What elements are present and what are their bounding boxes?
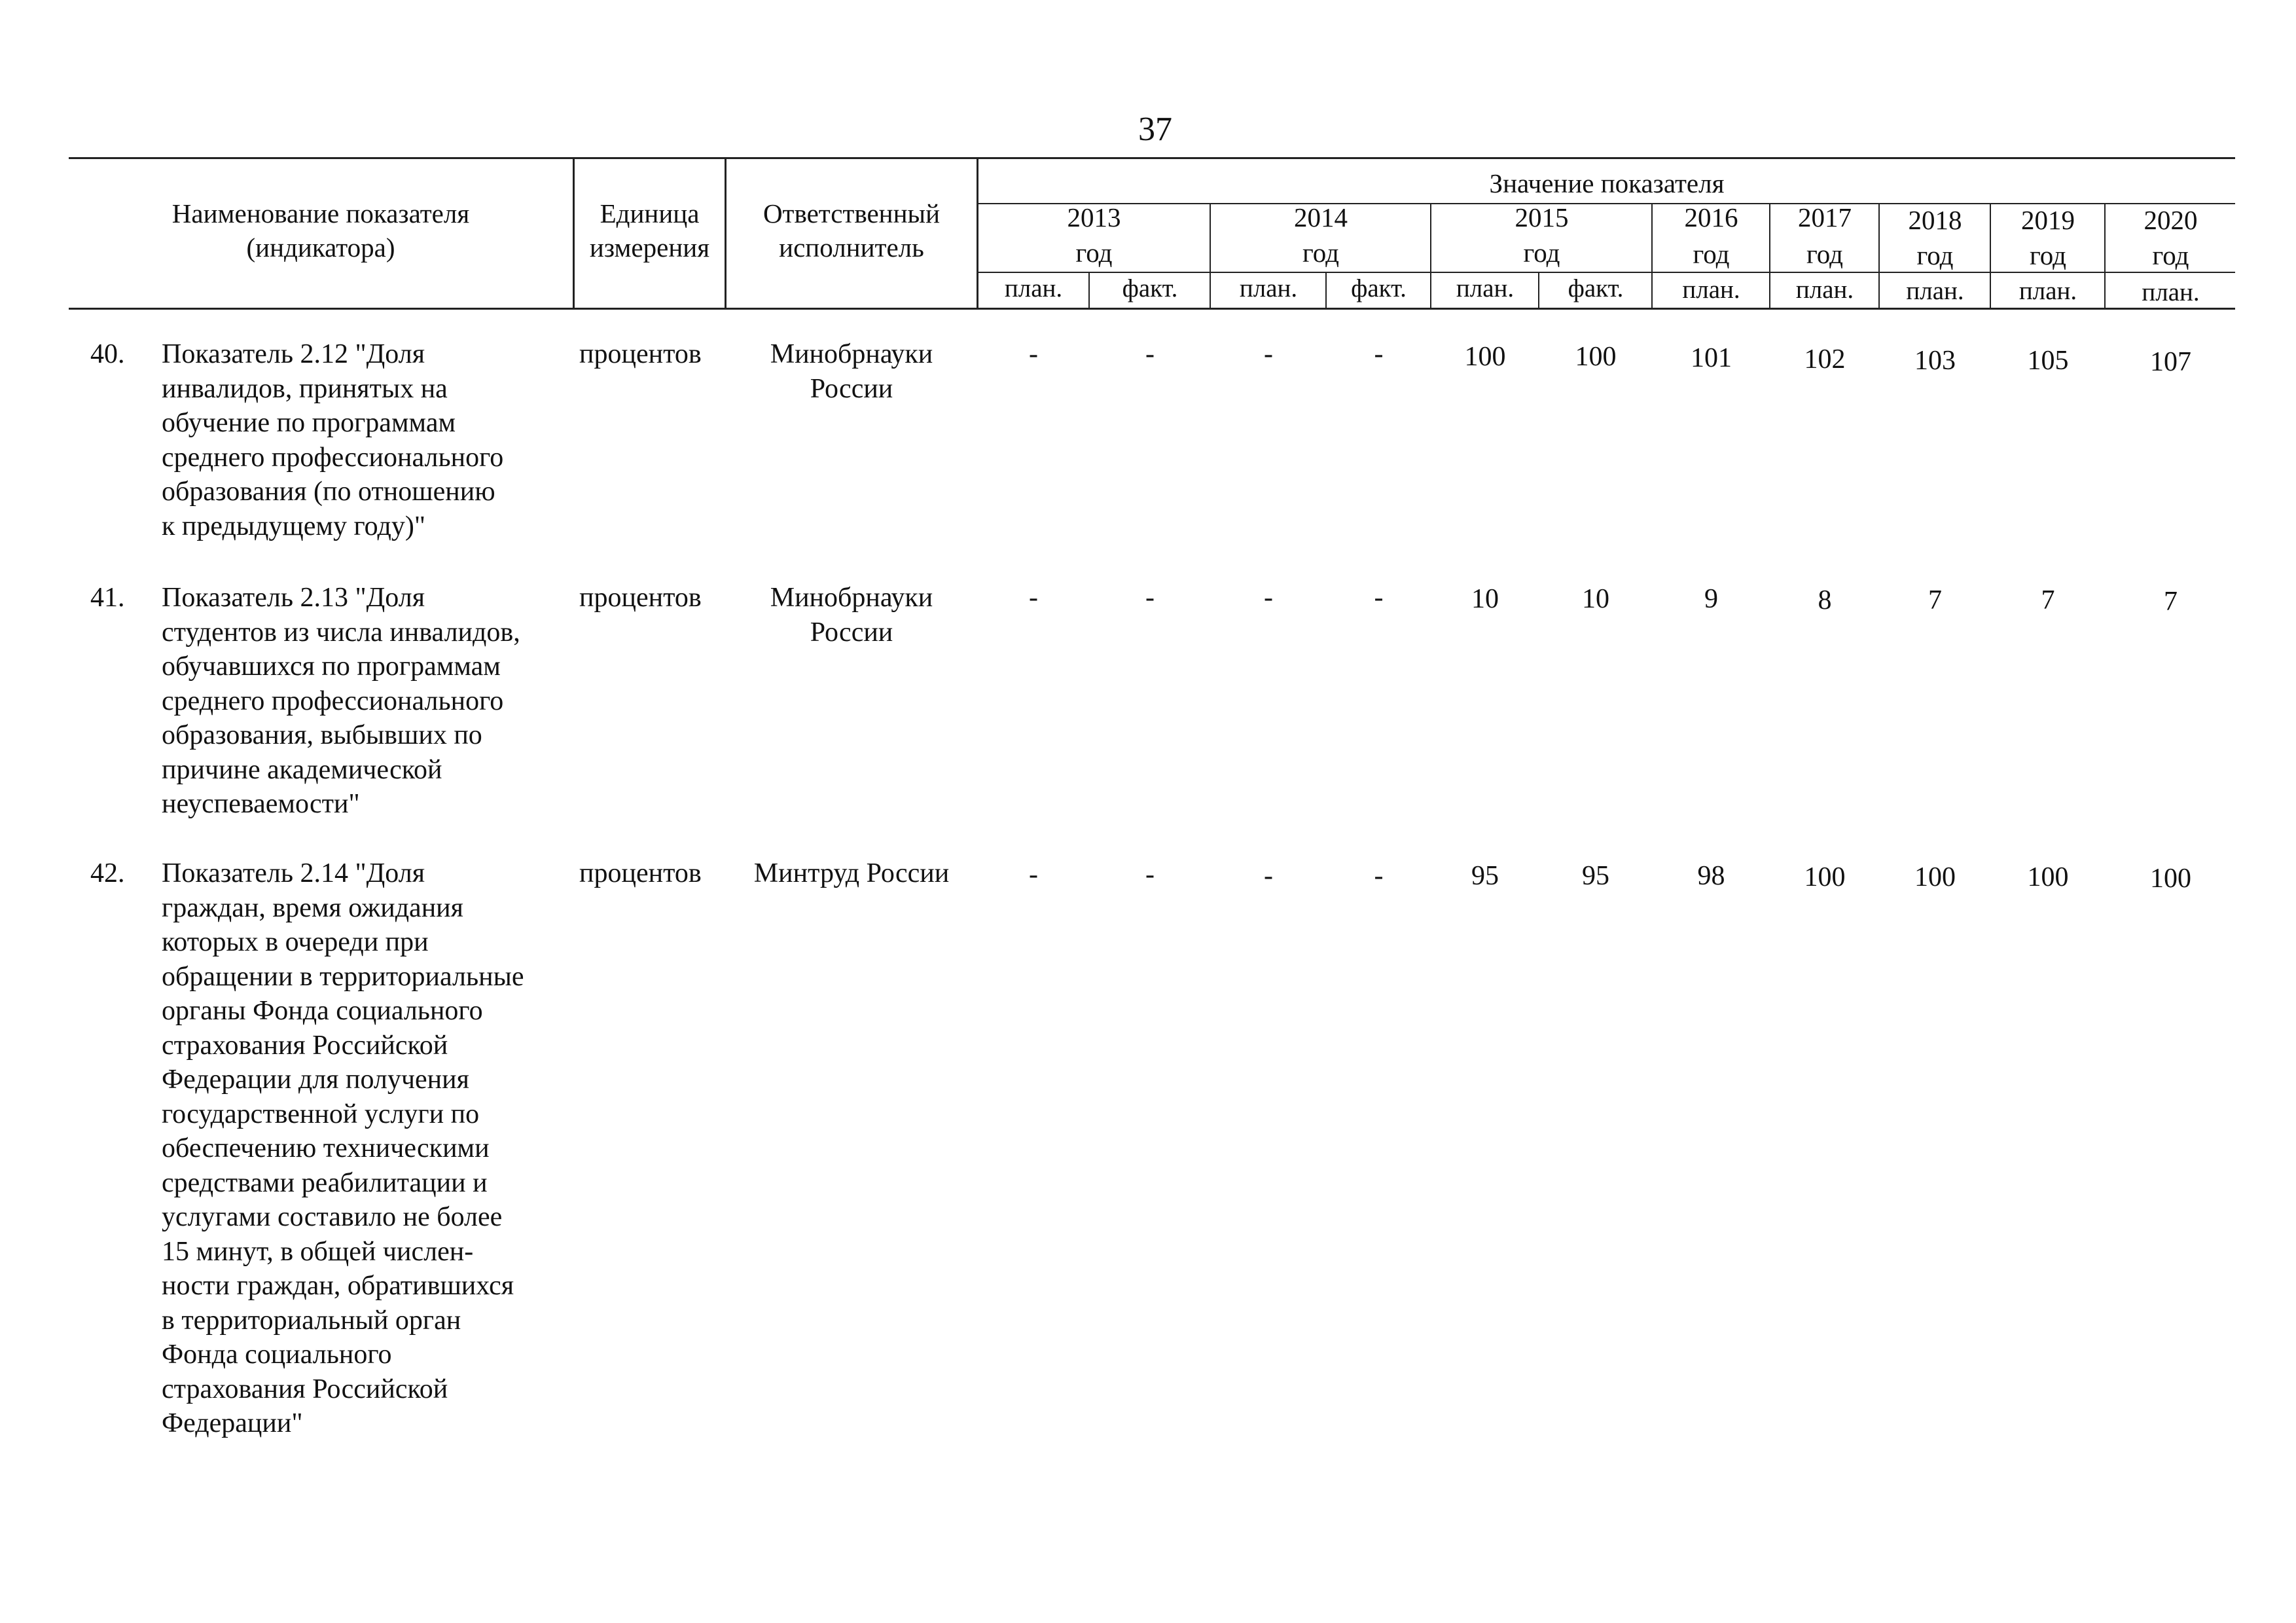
indicator-name: Показатель 2.12 "Доля инвалидов, принятых на обучение по программам среднего профессионального образования (по отношению к предыдущему году)" [162, 339, 504, 541]
value-2015-plan: 10 [1471, 584, 1499, 614]
col-divider-2014-fact [1325, 272, 1327, 310]
year-word-2020: год [2152, 240, 2189, 270]
col-divider-2015-fact [1538, 272, 1539, 310]
year-2019: 2019 [2021, 205, 2075, 235]
responsible: Минобрнауки России [770, 339, 933, 404]
year-word-2016: год [1693, 239, 1730, 269]
year-2020: 2020 [2144, 205, 2198, 235]
year-word-2019: год [2030, 240, 2066, 270]
value-2017-plan: 8 [1818, 585, 1832, 615]
value-2018-plan: 100 [1914, 862, 1956, 892]
year-2015: 2015 [1515, 202, 1569, 232]
value-2013-fact: - [1145, 339, 1155, 369]
value-2016-plan: 101 [1691, 343, 1732, 373]
year-2014: 2014 [1294, 202, 1348, 232]
fact-2014: факт. [1351, 274, 1407, 302]
value-2020-plan: 107 [2150, 347, 2191, 377]
value-2013-plan: - [1029, 860, 1038, 890]
year-2017: 2017 [1798, 202, 1852, 232]
plan-2013: план. [1004, 274, 1063, 302]
year-word-2013: год [1075, 238, 1113, 268]
header-name-line2: (индикатора) [246, 232, 395, 263]
value-2020-plan: 7 [2164, 587, 2178, 617]
col-divider-2014 [1210, 203, 1211, 310]
header-value-group: Значение показателя [1489, 168, 1725, 198]
year-2018: 2018 [1908, 205, 1962, 235]
value-2014-fact: - [1374, 339, 1384, 369]
header-resp-line1: Ответственный [762, 198, 941, 228]
value-2016-plan: 98 [1697, 861, 1725, 891]
value-2019-plan: 7 [2041, 585, 2055, 615]
col-divider-2016 [1651, 203, 1653, 310]
value-2018-plan: 7 [1928, 585, 1942, 615]
year-word-2017: год [1806, 239, 1843, 269]
year-2013: 2013 [1067, 202, 1121, 232]
value-2019-plan: 100 [2027, 862, 2069, 892]
year-word-2014: год [1302, 238, 1339, 268]
col-divider-2020 [2104, 203, 2106, 310]
year-word-2015: год [1523, 238, 1560, 268]
row-number: 41. [90, 583, 125, 613]
plan-2016: план. [1682, 276, 1740, 304]
header-unit-line2: измерения [589, 232, 710, 263]
header-top-rule [69, 157, 2235, 159]
year-2016: 2016 [1684, 202, 1738, 232]
unit: процентов [579, 858, 702, 888]
value-2017-plan: 100 [1804, 862, 1846, 892]
plan-2017: план. [1795, 276, 1854, 304]
fact-2013: факт. [1122, 274, 1178, 302]
indicator-name: Показатель 2.13 "Доля студентов из числа инвалидов, обучавшихся по программам среднего профессионального образования, выбывших по причине академической неуспеваемости" [162, 583, 520, 819]
value-2013-fact: - [1145, 583, 1155, 613]
header-resp-line2: исполнитель [779, 232, 924, 263]
value-2014-fact: - [1374, 583, 1384, 613]
col-divider-2017 [1769, 203, 1770, 310]
col-divider-2018 [1878, 203, 1880, 310]
value-2014-fact: - [1374, 861, 1384, 891]
plan-2015: план. [1456, 274, 1515, 302]
value-2015-fact: 95 [1582, 861, 1609, 891]
value-2013-fact: - [1145, 860, 1155, 890]
row-number: 42. [90, 858, 125, 888]
plan-2019: план. [2018, 277, 2077, 305]
value-2015-plan: 95 [1471, 861, 1499, 891]
year-word-2018: год [1916, 240, 1954, 270]
header-bottom-rule [69, 308, 2235, 310]
value-2014-plan: - [1264, 583, 1273, 613]
unit: процентов [579, 583, 702, 613]
value-2019-plan: 105 [2027, 346, 2069, 376]
header-unit-line1: Единица [600, 198, 700, 228]
plan-2018: план. [1906, 277, 1964, 305]
indicator-name: Показатель 2.14 "Доля граждан, время ожидания которых в очереди при обращении в территориальные органы Фонда социального страхования Российской Федерации для получения государственной услуги по обеспечению техническими средствами реабилитации и услугами составило не более 15 минут, в общей числен- ности граждан, обратившихся в территориальный орган Фонда социального страхования Российской Федерации" [162, 858, 524, 1438]
fact-2015: факт. [1568, 274, 1624, 302]
value-2020-plan: 100 [2150, 864, 2191, 894]
value-2018-plan: 103 [1914, 346, 1956, 376]
value-2017-plan: 102 [1804, 344, 1846, 374]
responsible: Минтруд России [753, 858, 950, 888]
value-2014-plan: - [1264, 339, 1273, 369]
col-divider-2015 [1430, 203, 1431, 310]
value-2015-fact: 10 [1582, 584, 1609, 614]
value-2015-fact: 100 [1575, 342, 1617, 372]
page-number: 37 [1138, 111, 1172, 148]
value-2013-plan: - [1029, 583, 1038, 613]
responsible: Минобрнауки России [770, 583, 933, 647]
header-name-line1: Наименование показателя [171, 198, 470, 228]
col-divider-2019 [1990, 203, 1991, 310]
row-number: 40. [90, 339, 125, 369]
plan-2020: план. [2142, 278, 2200, 306]
unit: процентов [579, 339, 702, 369]
plan-2014: план. [1239, 274, 1298, 302]
value-2013-plan: - [1029, 339, 1038, 369]
value-2015-plan: 100 [1464, 342, 1506, 372]
value-2014-plan: - [1264, 861, 1273, 891]
value-2016-plan: 9 [1704, 584, 1718, 614]
col-divider-2013-fact [1088, 272, 1090, 310]
